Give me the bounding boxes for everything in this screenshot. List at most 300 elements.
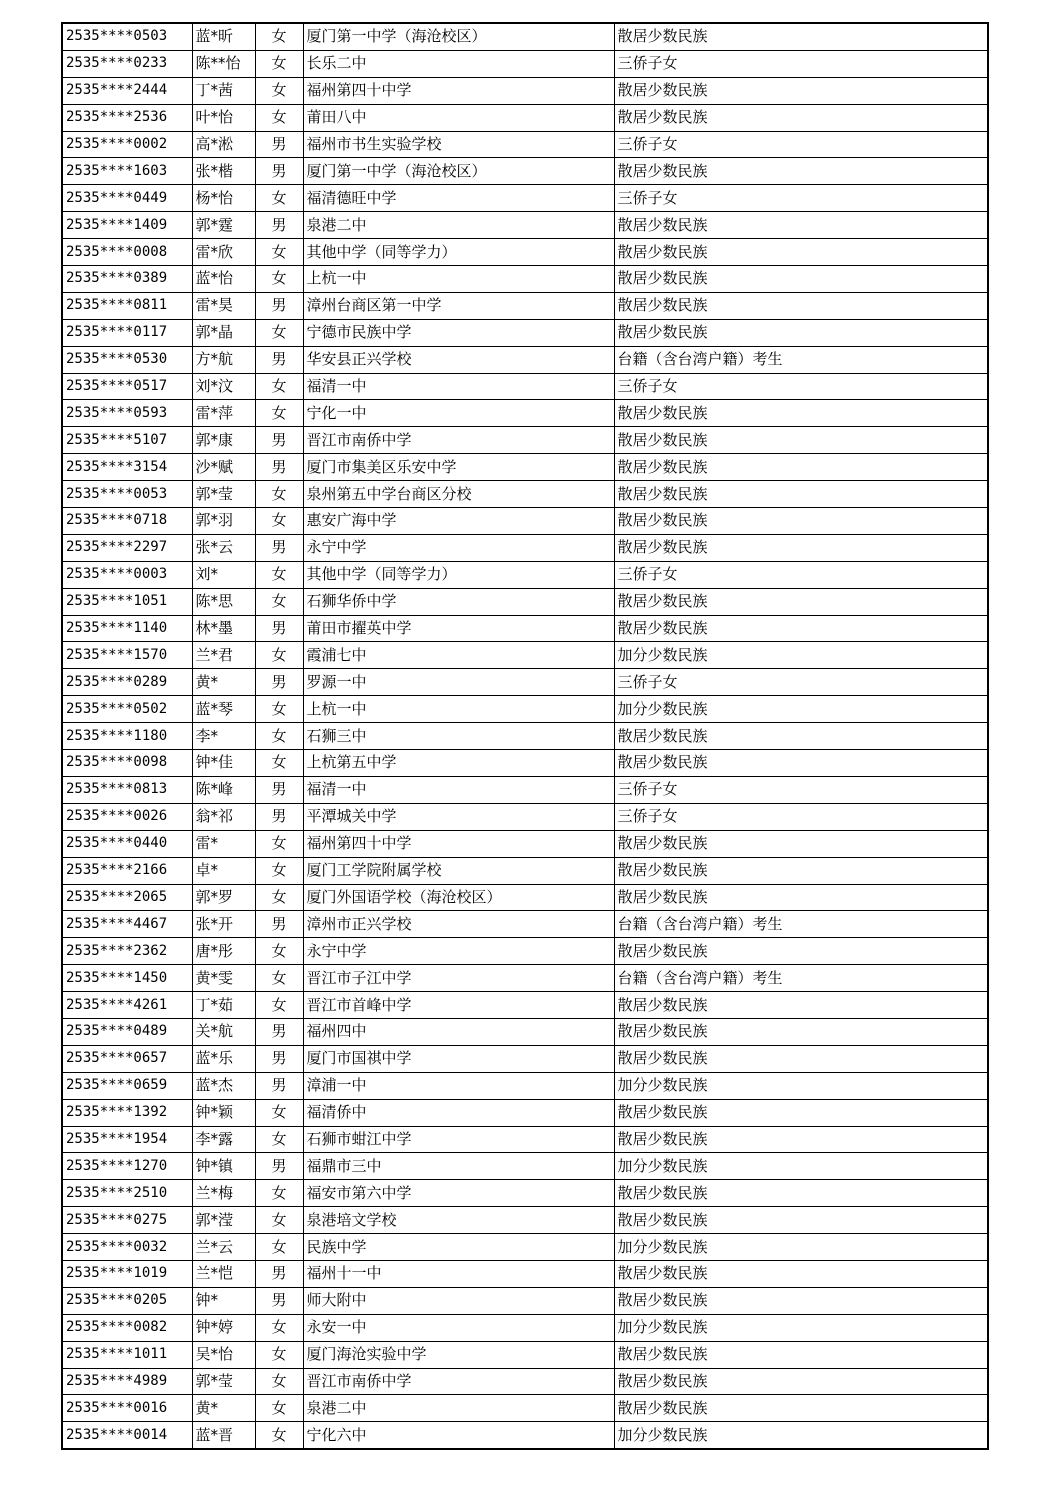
school-cell: 永宁中学 (303, 938, 614, 965)
table-row (62, 1099, 988, 1126)
candidate-name-cell: 叶*怡 (192, 104, 255, 131)
table-row (62, 534, 988, 561)
candidate-id-cell: 2535****0014 (62, 1422, 192, 1449)
school-cell: 厦门第一中学（海沧校区） (303, 23, 614, 50)
school-cell: 泉州第五中学台商区分校 (303, 481, 614, 508)
category-cell: 散居少数民族 (614, 1341, 988, 1368)
candidate-name-cell: 钟*镇 (192, 1153, 255, 1180)
candidate-name-cell: 钟*婷 (192, 1314, 255, 1341)
school-cell: 漳浦一中 (303, 1072, 614, 1099)
candidate-id-cell: 2535****0503 (62, 23, 192, 50)
gender-cell: 男 (255, 346, 303, 373)
table-row (62, 1287, 988, 1314)
table-row (62, 561, 988, 588)
school-cell: 华安县正兴学校 (303, 346, 614, 373)
candidate-name-cell: 陈*思 (192, 588, 255, 615)
gender-cell: 女 (255, 1126, 303, 1153)
candidate-id-cell: 2535****1954 (62, 1126, 192, 1153)
candidate-name-cell: 黄* (192, 669, 255, 696)
table-row (62, 508, 988, 535)
table-row (62, 23, 988, 50)
table-row (62, 1314, 988, 1341)
candidate-id-cell: 2535****4467 (62, 911, 192, 938)
candidate-name-cell: 刘* (192, 561, 255, 588)
table-row (62, 373, 988, 400)
candidate-id-cell: 2535****1011 (62, 1341, 192, 1368)
candidate-name-cell: 黄* (192, 1395, 255, 1422)
candidate-id-cell: 2535****2166 (62, 857, 192, 884)
category-cell: 三侨子女 (614, 373, 988, 400)
candidate-id-cell: 2535****2510 (62, 1180, 192, 1207)
candidate-id-cell: 2535****0389 (62, 266, 192, 293)
candidate-id-cell: 2535****0275 (62, 1207, 192, 1234)
category-cell: 散居少数民族 (614, 1395, 988, 1422)
gender-cell: 女 (255, 77, 303, 104)
candidate-id-cell: 2535****1051 (62, 588, 192, 615)
category-cell: 三侨子女 (614, 50, 988, 77)
candidate-name-cell: 丁*茹 (192, 992, 255, 1019)
candidate-name-cell: 郭*霆 (192, 212, 255, 239)
gender-cell: 男 (255, 131, 303, 158)
school-cell: 晋江市首峰中学 (303, 992, 614, 1019)
candidate-name-cell: 张*云 (192, 534, 255, 561)
school-cell: 莆田八中 (303, 104, 614, 131)
gender-cell: 男 (255, 534, 303, 561)
table-row (62, 1126, 988, 1153)
category-cell: 散居少数民族 (614, 104, 988, 131)
candidate-id-cell: 2535****0530 (62, 346, 192, 373)
gender-cell: 女 (255, 1314, 303, 1341)
school-cell: 其他中学（同等学力） (303, 561, 614, 588)
gender-cell: 男 (255, 212, 303, 239)
candidate-id-cell: 2535****0657 (62, 1045, 192, 1072)
category-cell: 散居少数民族 (614, 454, 988, 481)
table-row (62, 158, 988, 185)
candidate-name-cell: 郭*羽 (192, 508, 255, 535)
school-cell: 福州市书生实验学校 (303, 131, 614, 158)
gender-cell: 男 (255, 1153, 303, 1180)
candidate-name-cell: 郭*罗 (192, 884, 255, 911)
table-row (62, 588, 988, 615)
gender-cell: 女 (255, 1234, 303, 1261)
candidate-name-cell: 钟*颖 (192, 1099, 255, 1126)
table-row (62, 1153, 988, 1180)
gender-cell: 男 (255, 1287, 303, 1314)
table-row (62, 1018, 988, 1045)
table-row (62, 803, 988, 830)
candidate-id-cell: 2535****0449 (62, 185, 192, 212)
candidate-id-cell: 2535****2536 (62, 104, 192, 131)
table-row (62, 239, 988, 266)
candidate-name-cell: 雷*昊 (192, 292, 255, 319)
candidate-name-cell: 蓝*怡 (192, 266, 255, 293)
table-row (62, 481, 988, 508)
school-cell: 民族中学 (303, 1234, 614, 1261)
school-cell: 宁德市民族中学 (303, 319, 614, 346)
school-cell: 福州十一中 (303, 1260, 614, 1287)
candidate-id-cell: 2535****0811 (62, 292, 192, 319)
candidate-id-cell: 2535****1180 (62, 723, 192, 750)
table-row (62, 346, 988, 373)
category-cell: 散居少数民族 (614, 938, 988, 965)
table-row (62, 615, 988, 642)
gender-cell: 男 (255, 615, 303, 642)
school-cell: 平潭城关中学 (303, 803, 614, 830)
candidate-name-cell: 郭*莹 (192, 481, 255, 508)
school-cell: 福清一中 (303, 776, 614, 803)
category-cell: 加分少数民族 (614, 1314, 988, 1341)
candidate-id-cell: 2535****2065 (62, 884, 192, 911)
category-cell: 散居少数民族 (614, 884, 988, 911)
candidate-name-cell: 李* (192, 723, 255, 750)
table-row (62, 750, 988, 777)
category-cell: 散居少数民族 (614, 1099, 988, 1126)
table-row (62, 1234, 988, 1261)
gender-cell: 女 (255, 1395, 303, 1422)
candidate-id-cell: 2535****1570 (62, 642, 192, 669)
candidate-id-cell: 2535****0233 (62, 50, 192, 77)
category-cell: 散居少数民族 (614, 830, 988, 857)
candidate-id-cell: 2535****1603 (62, 158, 192, 185)
gender-cell: 男 (255, 1260, 303, 1287)
candidate-name-cell: 蓝*琴 (192, 696, 255, 723)
table-row (62, 50, 988, 77)
category-cell: 散居少数民族 (614, 239, 988, 266)
candidate-id-cell: 2535****0289 (62, 669, 192, 696)
candidate-name-cell: 刘*汶 (192, 373, 255, 400)
category-cell: 散居少数民族 (614, 481, 988, 508)
gender-cell: 女 (255, 508, 303, 535)
candidate-name-cell: 兰*云 (192, 1234, 255, 1261)
school-cell: 惠安广海中学 (303, 508, 614, 535)
candidate-name-cell: 高*淞 (192, 131, 255, 158)
table-row (62, 1260, 988, 1287)
table-row (62, 830, 988, 857)
gender-cell: 女 (255, 266, 303, 293)
school-cell: 厦门第一中学（海沧校区） (303, 158, 614, 185)
candidate-id-cell: 2535****0205 (62, 1287, 192, 1314)
gender-cell: 女 (255, 723, 303, 750)
category-cell: 散居少数民族 (614, 1180, 988, 1207)
gender-cell: 男 (255, 454, 303, 481)
school-cell: 漳州市正兴学校 (303, 911, 614, 938)
category-cell: 散居少数民族 (614, 23, 988, 50)
candidate-id-cell: 2535****0098 (62, 750, 192, 777)
category-cell: 散居少数民族 (614, 1368, 988, 1395)
gender-cell: 女 (255, 561, 303, 588)
gender-cell: 女 (255, 750, 303, 777)
candidate-id-cell: 2535****2362 (62, 938, 192, 965)
category-cell: 散居少数民族 (614, 857, 988, 884)
category-cell: 散居少数民族 (614, 292, 988, 319)
candidate-name-cell: 李*露 (192, 1126, 255, 1153)
candidate-id-cell: 2535****0517 (62, 373, 192, 400)
table-row (62, 1180, 988, 1207)
gender-cell: 女 (255, 50, 303, 77)
gender-cell: 女 (255, 1207, 303, 1234)
category-cell: 加分少数民族 (614, 696, 988, 723)
gender-cell: 男 (255, 1018, 303, 1045)
gender-cell: 男 (255, 1045, 303, 1072)
school-cell: 罗源一中 (303, 669, 614, 696)
candidate-name-cell: 陈*峰 (192, 776, 255, 803)
table-row (62, 400, 988, 427)
gender-cell: 女 (255, 319, 303, 346)
candidate-name-cell: 郭*滢 (192, 1207, 255, 1234)
gender-cell: 女 (255, 23, 303, 50)
candidate-name-cell: 吴*怡 (192, 1341, 255, 1368)
category-cell: 散居少数民族 (614, 723, 988, 750)
school-cell: 其他中学（同等学力） (303, 239, 614, 266)
gender-cell: 女 (255, 830, 303, 857)
candidate-name-cell: 兰*君 (192, 642, 255, 669)
category-cell: 散居少数民族 (614, 750, 988, 777)
candidate-name-cell: 雷*欣 (192, 239, 255, 266)
school-cell: 晋江市子江中学 (303, 965, 614, 992)
candidate-name-cell: 翁*祁 (192, 803, 255, 830)
candidate-id-cell: 2535****0032 (62, 1234, 192, 1261)
category-cell: 散居少数民族 (614, 1207, 988, 1234)
table-row (62, 642, 988, 669)
candidate-id-cell: 2535****4989 (62, 1368, 192, 1395)
gender-cell: 女 (255, 938, 303, 965)
candidate-name-cell: 蓝*杰 (192, 1072, 255, 1099)
gender-cell: 女 (255, 1341, 303, 1368)
category-cell: 散居少数民族 (614, 992, 988, 1019)
table-row (62, 696, 988, 723)
candidate-name-cell: 丁*茜 (192, 77, 255, 104)
school-cell: 石狮三中 (303, 723, 614, 750)
candidate-name-cell: 张*楷 (192, 158, 255, 185)
school-cell: 晋江市南侨中学 (303, 427, 614, 454)
candidate-id-cell: 2535****0489 (62, 1018, 192, 1045)
gender-cell: 女 (255, 400, 303, 427)
gender-cell: 女 (255, 642, 303, 669)
table-row (62, 427, 988, 454)
candidate-name-cell: 兰*梅 (192, 1180, 255, 1207)
table-row (62, 1045, 988, 1072)
category-cell: 散居少数民族 (614, 615, 988, 642)
candidate-id-cell: 2535****1019 (62, 1260, 192, 1287)
candidate-id-cell: 2535****0659 (62, 1072, 192, 1099)
candidate-id-cell: 2535****0026 (62, 803, 192, 830)
candidate-name-cell: 兰*恺 (192, 1260, 255, 1287)
school-cell: 厦门市集美区乐安中学 (303, 454, 614, 481)
category-cell: 加分少数民族 (614, 1234, 988, 1261)
candidate-name-cell: 郭*莹 (192, 1368, 255, 1395)
candidate-name-cell: 黄*雯 (192, 965, 255, 992)
school-cell: 石狮市蚶江中学 (303, 1126, 614, 1153)
table-row (62, 1207, 988, 1234)
candidate-name-cell: 卓* (192, 857, 255, 884)
school-cell: 上杭一中 (303, 266, 614, 293)
gender-cell: 女 (255, 1180, 303, 1207)
candidate-id-cell: 2535****1270 (62, 1153, 192, 1180)
candidate-id-cell: 2535****0002 (62, 131, 192, 158)
category-cell: 加分少数民族 (614, 642, 988, 669)
school-cell: 福州第四十中学 (303, 77, 614, 104)
gender-cell: 女 (255, 185, 303, 212)
category-cell: 散居少数民族 (614, 266, 988, 293)
school-cell: 福清一中 (303, 373, 614, 400)
school-cell: 厦门外国语学校（海沧校区） (303, 884, 614, 911)
candidate-id-cell: 2535****0440 (62, 830, 192, 857)
candidate-name-cell: 方*航 (192, 346, 255, 373)
school-cell: 上杭第五中学 (303, 750, 614, 777)
category-cell: 散居少数民族 (614, 508, 988, 535)
candidate-id-cell: 2535****0003 (62, 561, 192, 588)
table-row (62, 1368, 988, 1395)
school-cell: 厦门市国祺中学 (303, 1045, 614, 1072)
candidate-id-cell: 2535****2297 (62, 534, 192, 561)
category-cell: 三侨子女 (614, 561, 988, 588)
table-row (62, 669, 988, 696)
school-cell: 师大附中 (303, 1287, 614, 1314)
candidate-id-cell: 2535****0718 (62, 508, 192, 535)
gender-cell: 男 (255, 158, 303, 185)
candidate-name-cell: 陈**怡 (192, 50, 255, 77)
candidate-name-cell: 钟* (192, 1287, 255, 1314)
table-row (62, 1072, 988, 1099)
school-cell: 泉港二中 (303, 212, 614, 239)
table-row (62, 266, 988, 293)
candidate-name-cell: 林*墨 (192, 615, 255, 642)
candidate-id-cell: 2535****3154 (62, 454, 192, 481)
school-cell: 福州第四十中学 (303, 830, 614, 857)
gender-cell: 女 (255, 992, 303, 1019)
candidate-id-cell: 2535****5107 (62, 427, 192, 454)
category-cell: 三侨子女 (614, 803, 988, 830)
candidate-id-cell: 2535****0117 (62, 319, 192, 346)
category-cell: 散居少数民族 (614, 427, 988, 454)
category-cell: 台籍（含台湾户籍）考生 (614, 346, 988, 373)
table-row (62, 992, 988, 1019)
candidate-name-cell: 张*开 (192, 911, 255, 938)
candidate-table-body (62, 23, 988, 1449)
category-cell: 散居少数民族 (614, 400, 988, 427)
candidate-id-cell: 2535****0082 (62, 1314, 192, 1341)
table-row (62, 77, 988, 104)
table-row (62, 884, 988, 911)
category-cell: 三侨子女 (614, 776, 988, 803)
category-cell: 散居少数民族 (614, 77, 988, 104)
school-cell: 厦门海沧实验中学 (303, 1341, 614, 1368)
gender-cell: 女 (255, 1099, 303, 1126)
category-cell: 加分少数民族 (614, 1153, 988, 1180)
table-row (62, 131, 988, 158)
table-row (62, 454, 988, 481)
candidate-name-cell: 郭*康 (192, 427, 255, 454)
school-cell: 福鼎市三中 (303, 1153, 614, 1180)
candidate-name-cell: 唐*彤 (192, 938, 255, 965)
category-cell: 三侨子女 (614, 131, 988, 158)
candidate-id-cell: 2535****0008 (62, 239, 192, 266)
gender-cell: 女 (255, 1422, 303, 1449)
candidate-id-cell: 2535****0813 (62, 776, 192, 803)
gender-cell: 女 (255, 481, 303, 508)
school-cell: 福清侨中 (303, 1099, 614, 1126)
school-cell: 泉港二中 (303, 1395, 614, 1422)
gender-cell: 男 (255, 911, 303, 938)
candidate-name-cell: 蓝*昕 (192, 23, 255, 50)
category-cell: 散居少数民族 (614, 588, 988, 615)
candidate-id-cell: 2535****1450 (62, 965, 192, 992)
candidate-name-cell: 杨*怡 (192, 185, 255, 212)
school-cell: 福州四中 (303, 1018, 614, 1045)
category-cell: 散居少数民族 (614, 1287, 988, 1314)
table-row (62, 965, 988, 992)
gender-cell: 女 (255, 696, 303, 723)
gender-cell: 女 (255, 1368, 303, 1395)
category-cell: 散居少数民族 (614, 1126, 988, 1153)
table-row (62, 938, 988, 965)
gender-cell: 女 (255, 884, 303, 911)
gender-cell: 女 (255, 857, 303, 884)
candidate-name-cell: 蓝*晋 (192, 1422, 255, 1449)
school-cell: 福清德旺中学 (303, 185, 614, 212)
candidate-id-cell: 2535****0016 (62, 1395, 192, 1422)
table-row (62, 776, 988, 803)
gender-cell: 女 (255, 588, 303, 615)
category-cell: 台籍（含台湾户籍）考生 (614, 911, 988, 938)
school-cell: 长乐二中 (303, 50, 614, 77)
table-row (62, 1422, 988, 1449)
category-cell: 散居少数民族 (614, 534, 988, 561)
candidate-name-cell: 钟*佳 (192, 750, 255, 777)
candidate-name-cell: 雷* (192, 830, 255, 857)
school-cell: 晋江市南侨中学 (303, 1368, 614, 1395)
school-cell: 漳州台商区第一中学 (303, 292, 614, 319)
table-row (62, 723, 988, 750)
candidate-name-cell: 沙*赋 (192, 454, 255, 481)
candidate-name-cell: 雷*萍 (192, 400, 255, 427)
candidate-id-cell: 2535****0502 (62, 696, 192, 723)
candidate-id-cell: 2535****1392 (62, 1099, 192, 1126)
category-cell: 三侨子女 (614, 669, 988, 696)
category-cell: 散居少数民族 (614, 212, 988, 239)
candidate-name-cell: 关*航 (192, 1018, 255, 1045)
candidate-name-cell: 蓝*乐 (192, 1045, 255, 1072)
school-cell: 泉港培文学校 (303, 1207, 614, 1234)
category-cell: 散居少数民族 (614, 158, 988, 185)
candidate-id-cell: 2535****2444 (62, 77, 192, 104)
school-cell: 霞浦七中 (303, 642, 614, 669)
school-cell: 福安市第六中学 (303, 1180, 614, 1207)
candidate-id-cell: 2535****0593 (62, 400, 192, 427)
category-cell: 散居少数民族 (614, 1260, 988, 1287)
candidate-id-cell: 2535****1140 (62, 615, 192, 642)
school-cell: 永安一中 (303, 1314, 614, 1341)
gender-cell: 男 (255, 669, 303, 696)
category-cell: 加分少数民族 (614, 1072, 988, 1099)
category-cell: 散居少数民族 (614, 319, 988, 346)
category-cell: 散居少数民族 (614, 1045, 988, 1072)
table-row (62, 857, 988, 884)
gender-cell: 男 (255, 292, 303, 319)
candidate-name-cell: 郭*晶 (192, 319, 255, 346)
candidate-id-cell: 2535****4261 (62, 992, 192, 1019)
table-row (62, 104, 988, 131)
gender-cell: 男 (255, 427, 303, 454)
table-row (62, 212, 988, 239)
candidate-table (61, 22, 989, 1450)
school-cell: 宁化一中 (303, 400, 614, 427)
gender-cell: 女 (255, 239, 303, 266)
gender-cell: 女 (255, 104, 303, 131)
category-cell: 台籍（含台湾户籍）考生 (614, 965, 988, 992)
gender-cell: 女 (255, 373, 303, 400)
category-cell: 加分少数民族 (614, 1422, 988, 1449)
